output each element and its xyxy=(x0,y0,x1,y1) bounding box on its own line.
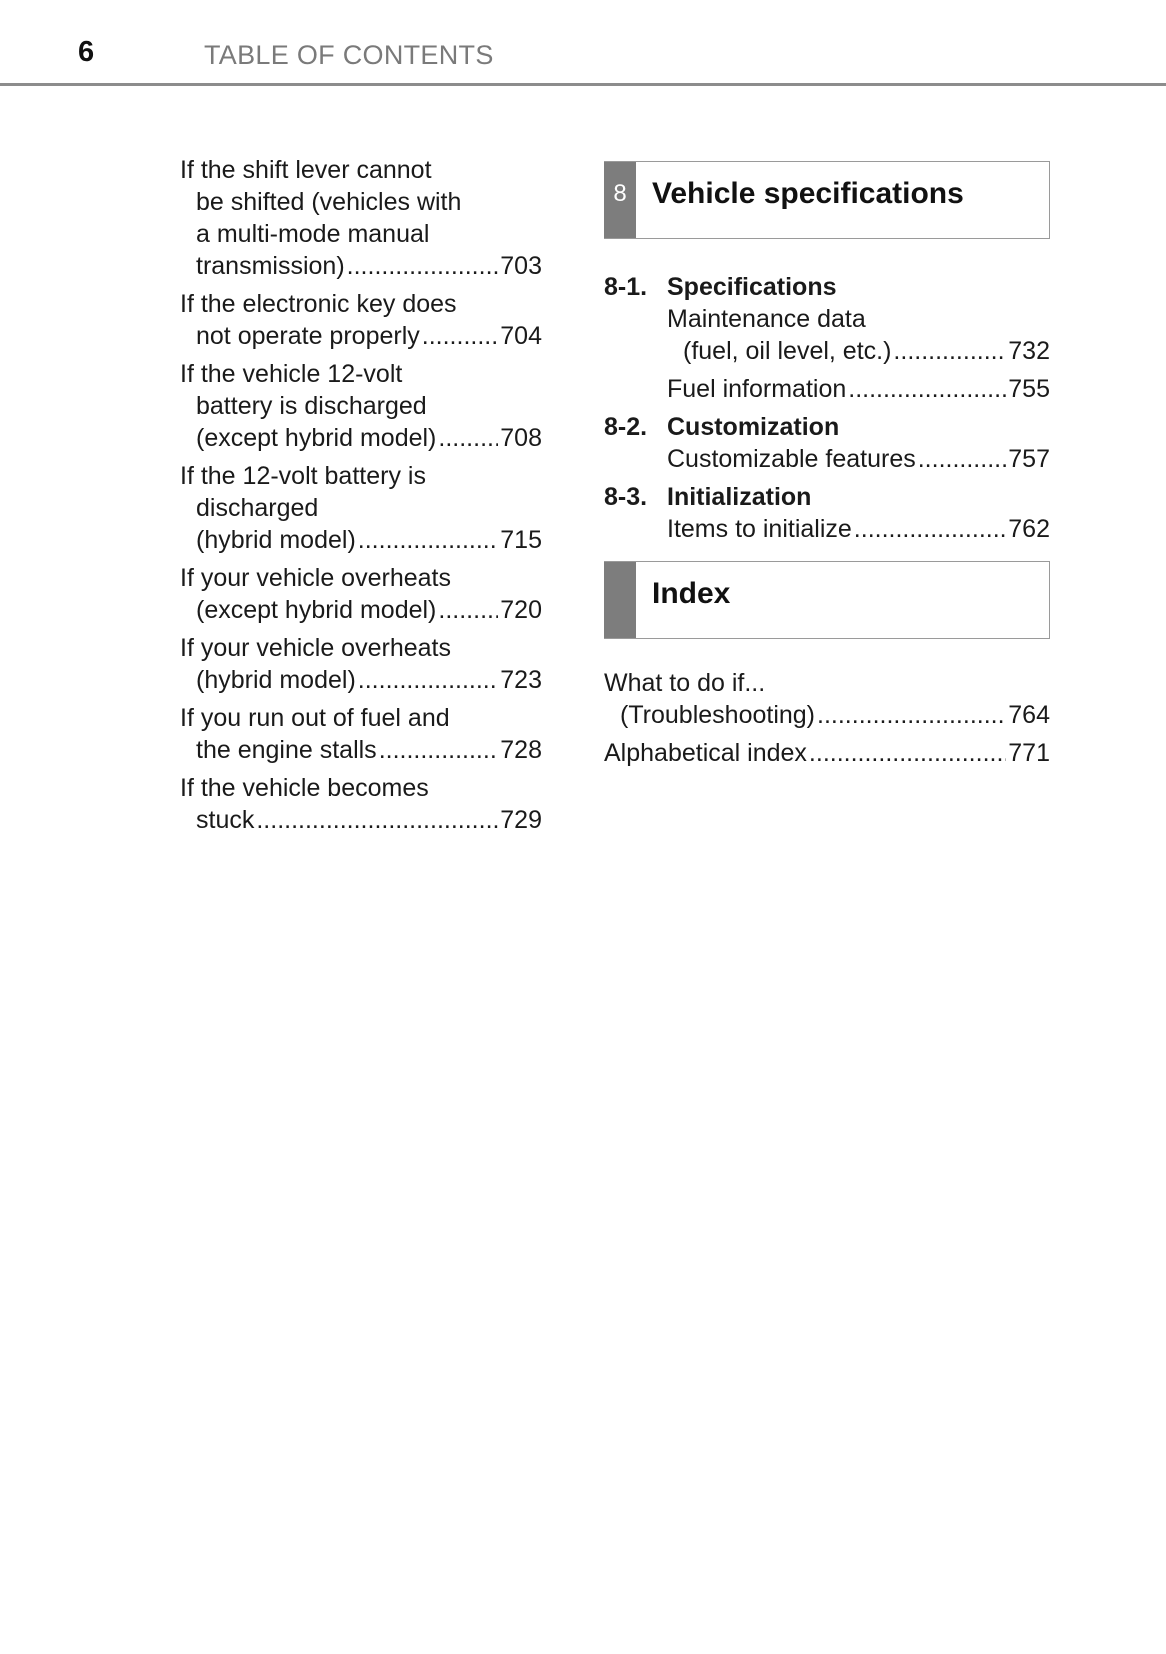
section-title: Customization xyxy=(667,413,840,441)
toc-entry-battery-discharged[interactable] xyxy=(180,358,542,454)
toc-entry-line: If you run out of fuel and xyxy=(180,704,450,732)
toc-entry-vehicle-stuck[interactable] xyxy=(180,772,542,836)
toc-leader-line xyxy=(180,250,542,282)
toc-leader-line xyxy=(604,699,1050,731)
toc-entry-overheats[interactable] xyxy=(180,562,542,626)
chapter-tab xyxy=(604,562,636,638)
toc-entry-text: (hybrid model) xyxy=(196,666,356,694)
dot-leader xyxy=(438,594,498,626)
toc-entry-text: transmission) xyxy=(196,252,345,280)
toc-page-number[interactable]: 764 xyxy=(1008,701,1050,729)
toc-entry-text: the engine stalls xyxy=(196,736,377,764)
toc-page-number[interactable]: 715 xyxy=(500,526,542,554)
dot-leader xyxy=(347,250,499,282)
toc-page-number[interactable]: 723 xyxy=(500,666,542,694)
toc-entry-line: What to do if... xyxy=(604,669,766,697)
section-number: 8-3. xyxy=(604,483,648,511)
toc-entry-line: If your vehicle overheats xyxy=(180,634,451,662)
toc-entry-text: (except hybrid model) xyxy=(196,424,437,452)
toc-page-number[interactable]: 729 xyxy=(500,806,542,834)
dot-leader xyxy=(438,422,498,454)
dot-leader xyxy=(854,513,1006,545)
dot-leader xyxy=(256,804,498,836)
right-toc-column xyxy=(604,161,1050,775)
toc-entry-text: (fuel, oil level, etc.) xyxy=(683,337,892,365)
toc-entry-text: Alphabetical index xyxy=(604,739,807,767)
chapter-number: 8 xyxy=(613,180,627,207)
running-title: TABLE OF CONTENTS xyxy=(204,40,494,70)
toc-entry-line: a multi-mode manual xyxy=(196,220,430,248)
toc-entry-text: stuck xyxy=(196,806,255,834)
section-8-1 xyxy=(604,271,1050,405)
toc-entry-line: If the vehicle becomes xyxy=(180,774,429,802)
toc-entry-line: If the vehicle 12-volt xyxy=(180,360,403,388)
toc-entry-out-of-fuel[interactable] xyxy=(180,702,542,766)
toc-entry-shift-lever[interactable] xyxy=(180,154,542,282)
chapter-title: Index xyxy=(652,577,731,610)
toc-entry-text: (hybrid model) xyxy=(196,526,356,554)
toc-entry-line: be shifted (vehicles with xyxy=(196,188,462,216)
toc-entry-text: (except hybrid model) xyxy=(196,596,437,624)
toc-entry-line: If your vehicle overheats xyxy=(180,564,451,592)
toc-page-number[interactable]: 703 xyxy=(500,252,542,280)
toc-entry-text: not operate properly xyxy=(196,322,420,350)
toc-entry-text: Customizable features xyxy=(667,445,916,473)
chapter-tab xyxy=(604,162,636,238)
toc-leader-line xyxy=(604,737,1050,769)
toc-page-number[interactable]: 704 xyxy=(500,322,542,350)
toc-entry-text: (Troubleshooting) xyxy=(620,701,816,729)
toc-leader-line xyxy=(180,594,542,626)
toc-entry-line: If the shift lever cannot xyxy=(180,156,432,184)
section-title: Specifications xyxy=(667,273,837,301)
section-number: 8-1. xyxy=(604,273,648,301)
toc-leader-line xyxy=(667,373,1050,405)
section-title: Initialization xyxy=(667,483,812,511)
toc-entry-line: discharged xyxy=(196,494,319,522)
toc-entry-customizable-features[interactable] xyxy=(604,443,1050,475)
chapter-title: Vehicle specifications xyxy=(652,177,964,210)
dot-leader xyxy=(817,699,1006,731)
toc-leader-line xyxy=(667,443,1050,475)
dot-leader xyxy=(422,320,499,352)
toc-page-number[interactable]: 720 xyxy=(500,596,542,624)
chapter-header-index[interactable] xyxy=(604,561,1050,639)
toc-entry-line: Maintenance data xyxy=(667,305,866,333)
toc-entry-line: battery is discharged xyxy=(196,392,427,420)
dot-leader xyxy=(809,737,1006,769)
dot-leader xyxy=(379,734,499,766)
toc-page-number[interactable]: 771 xyxy=(1008,739,1050,767)
dot-leader xyxy=(358,524,499,556)
section-number: 8-2. xyxy=(604,413,648,441)
toc-entry-text: Items to initialize xyxy=(667,515,852,543)
toc-leader-line xyxy=(667,513,1050,545)
toc-leader-line xyxy=(180,524,542,556)
dot-leader xyxy=(893,335,1006,367)
toc-page-number[interactable]: 757 xyxy=(1008,445,1050,473)
toc-entry-text: Fuel information xyxy=(667,375,847,403)
toc-page-number[interactable]: 755 xyxy=(1008,375,1050,403)
dot-leader xyxy=(848,373,1006,405)
toc-entry-alphabetical-index[interactable] xyxy=(604,737,1050,769)
toc-leader-line xyxy=(180,804,542,836)
toc-entry-what-to-do-if[interactable] xyxy=(604,667,1050,731)
header-rule xyxy=(0,83,1166,86)
dot-leader xyxy=(358,664,499,696)
toc-leader-line xyxy=(180,422,542,454)
left-toc-column xyxy=(180,154,542,842)
toc-entry-battery-hybrid[interactable] xyxy=(180,460,542,556)
toc-entry-overheats-hybrid[interactable] xyxy=(180,632,542,696)
section-heading[interactable] xyxy=(604,411,1050,443)
toc-entry-line: If the 12-volt battery is xyxy=(180,462,426,490)
chapter-header-vehicle-specifications[interactable] xyxy=(604,161,1050,239)
toc-leader-line xyxy=(180,734,542,766)
toc-leader-line xyxy=(180,664,542,696)
toc-page-number[interactable]: 708 xyxy=(500,424,542,452)
toc-page-number[interactable]: 762 xyxy=(1008,515,1050,543)
toc-leader-line xyxy=(180,320,542,352)
page-number: 6 xyxy=(78,36,95,68)
toc-entry-electronic-key[interactable] xyxy=(180,288,542,352)
section-8-3 xyxy=(604,481,1050,545)
toc-entry-line: If the electronic key does xyxy=(180,290,457,318)
section-heading[interactable] xyxy=(604,271,1050,303)
section-heading[interactable] xyxy=(604,481,1050,513)
toc-page-number[interactable]: 728 xyxy=(500,736,542,764)
toc-entry-maintenance-data[interactable] xyxy=(604,303,1050,367)
toc-entry-fuel-information[interactable] xyxy=(604,373,1050,405)
dot-leader xyxy=(918,443,1007,475)
toc-entry-items-to-initialize[interactable] xyxy=(604,513,1050,545)
section-8-2 xyxy=(604,411,1050,475)
toc-leader-line xyxy=(667,335,1050,367)
toc-page-number[interactable]: 732 xyxy=(1008,337,1050,365)
